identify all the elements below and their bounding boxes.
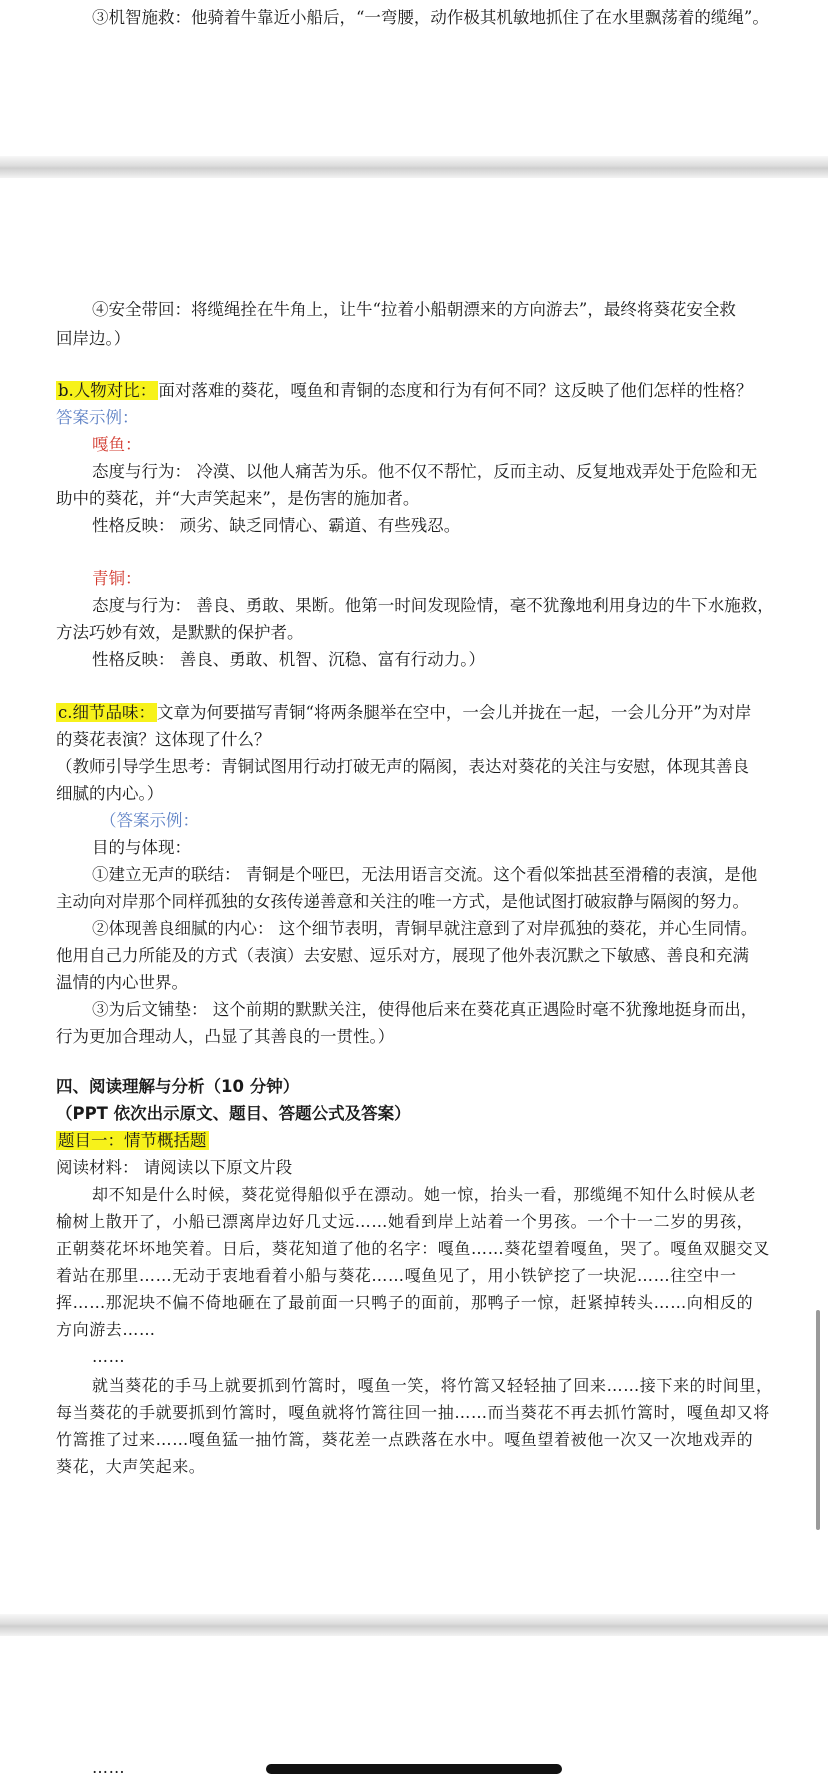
section-heading-line bbox=[56, 377, 752, 404]
text-line: 的葵花表演？这体现了什么？ bbox=[56, 730, 271, 749]
text-line: ③为后文铺垫： 这个前期的默默关注，使得他后来在葵花真正遇险时毫不犹豫地挺身而出， bbox=[92, 1000, 758, 1019]
text-line: ②体现善良细腻的内心： 这个细节表明，青铜早就注意到了对岸孤独的葵花，并心生同情。 bbox=[92, 919, 758, 938]
scrollbar[interactable] bbox=[816, 1310, 820, 1530]
page-separator bbox=[0, 1614, 828, 1636]
question-text: 面对落难的葵花，嘎鱼和青铜的态度和行为有何不同？这反映了他们怎样的性格？ bbox=[158, 381, 753, 400]
text-line: （教师引导学生思考：青铜试图用行动打破无声的隔阂，表达对葵花的关注与安慰，体现其善良 bbox=[56, 757, 749, 776]
answer-label: （答案示例： bbox=[100, 811, 199, 830]
section-title: 四、阅读理解与分析（10 分钟） bbox=[56, 1077, 300, 1096]
text-line: 温情的内心世界。 bbox=[56, 973, 188, 992]
text-line: 性格反映： 善良、勇敢、机智、沉稳、富有行动力。） bbox=[92, 650, 485, 669]
answer-label: 答案示例： bbox=[56, 408, 139, 427]
text-line: ④安全带回：将缆绳拴在牛角上，让牛“拉着小船朝漂来的方向游去”，最终将葵花安全救 bbox=[92, 300, 736, 319]
character-label: 青铜： bbox=[92, 569, 142, 588]
quote-line: 每当葵花的手就要抓到竹篙时，嘎鱼就将竹篙往回一抽……而当葵花不再去抓竹篙时，嘎鱼却又将 bbox=[56, 1403, 770, 1422]
quote-line: 着站在那里……无动于衷地看着小船与葵花……嘎鱼见了，用小铁铲挖了一块泥……往空中一 bbox=[56, 1266, 737, 1285]
ellipsis-line: …… bbox=[92, 1347, 126, 1366]
text-line: 细腻的内心。） bbox=[56, 784, 164, 803]
text-line: 性格反映： 顽劣、缺乏同情心、霸道、有些残忍。 bbox=[92, 516, 461, 535]
text-line: 目的与体现： bbox=[92, 838, 191, 857]
quote-line: 榆树上散开了，小船已漂离岸边好几丈远……她看到岸上站着一个男孩。一个十一二岁的男孩， bbox=[56, 1212, 754, 1231]
text-line: 主动向对岸那个同样孤独的女孩传递善意和关注的唯一方式，是他试图打破寂静与隔阂的努力。 bbox=[56, 892, 749, 911]
quote-line: 方向游去…… bbox=[56, 1320, 156, 1339]
quote-line: 却不知是什么时候，葵花觉得船似乎在漂动。她一惊，抬头一看，那缆绳不知什么时候从老 bbox=[92, 1185, 757, 1204]
quote-line: 葵花，大声笑起来。 bbox=[56, 1457, 206, 1476]
page-separator bbox=[0, 156, 828, 178]
text-line: 回岸边。） bbox=[56, 329, 131, 348]
character-label: 嘎鱼： bbox=[92, 435, 142, 454]
question-text: 文章为何要描写青铜“将两条腿举在空中，一会儿并拢在一起，一会儿分开”为对岸 bbox=[157, 703, 752, 722]
quote-line: 就当葵花的手马上就要抓到竹篙时，嘎鱼一笑，将竹篙又轻轻抽了回来……接下来的时间里， bbox=[92, 1376, 773, 1395]
text-line: ③机智施救：他骑着牛靠近小船后，“一弯腰，动作极其机敏地抓住了在水里飘荡着的缆绳”。 bbox=[92, 8, 769, 27]
quote-line: 正朝葵花坏坏地笑着。日后，葵花知道了他的名字：嘎鱼……葵花望着嘎鱼，哭了。嘎鱼双腿交叉 bbox=[56, 1239, 770, 1258]
text-line: 方法巧妙有效，是默默的保护者。 bbox=[56, 623, 304, 642]
highlighted-heading: b.人物对比： bbox=[58, 381, 157, 400]
section-subtitle: （PPT 依次出示原文、题目、答题公式及答案） bbox=[56, 1104, 411, 1123]
quote-line: 挥……那泥块不偏不倚地砸在了最前面一只鸭子的面前，那鸭子一惊，赶紧掉转头……向相反的 bbox=[56, 1293, 754, 1312]
quote-line: 竹篙推了过来……嘎鱼猛一抽竹篙，葵花差一点跌落在水中。嘎鱼望着被他一次又一次地戏弄的 bbox=[56, 1430, 754, 1449]
section-heading-line bbox=[56, 699, 751, 726]
home-indicator[interactable] bbox=[266, 1764, 562, 1774]
text-line: 阅读材料： 请阅读以下原文片段 bbox=[56, 1158, 293, 1177]
text-line: ①建立无声的联结： 青铜是个哑巴，无法用语言交流。这个看似笨拙甚至滑稽的表演，是他 bbox=[92, 865, 758, 884]
ellipsis-line: …… bbox=[92, 1758, 126, 1777]
document-page bbox=[0, 178, 828, 1614]
text-line: 态度与行为： 冷漠、以他人痛苦为乐。他不仅不帮忙，反而主动、反复地戏弄处于危险和无 bbox=[92, 462, 758, 481]
highlighted-heading: 题目一：情节概括题 bbox=[58, 1131, 207, 1150]
text-line: 助中的葵花，并“大声笑起来”，是伤害的施加者。 bbox=[56, 489, 420, 508]
highlighted-heading: c.细节品味： bbox=[58, 703, 155, 722]
text-line: 他用自己力所能及的方式（表演）去安慰、逗乐对方，展现了他外表沉默之下敏感、善良和充满 bbox=[56, 946, 749, 965]
document-page bbox=[0, 0, 828, 156]
text-line: 态度与行为： 善良、勇敢、果断。他第一时间发现险情，毫不犹豫地利用身边的牛下水施救， bbox=[92, 596, 774, 615]
text-line: 行为更加合理动人，凸显了其善良的一贯性。） bbox=[56, 1027, 395, 1046]
question-heading-line bbox=[56, 1127, 209, 1154]
